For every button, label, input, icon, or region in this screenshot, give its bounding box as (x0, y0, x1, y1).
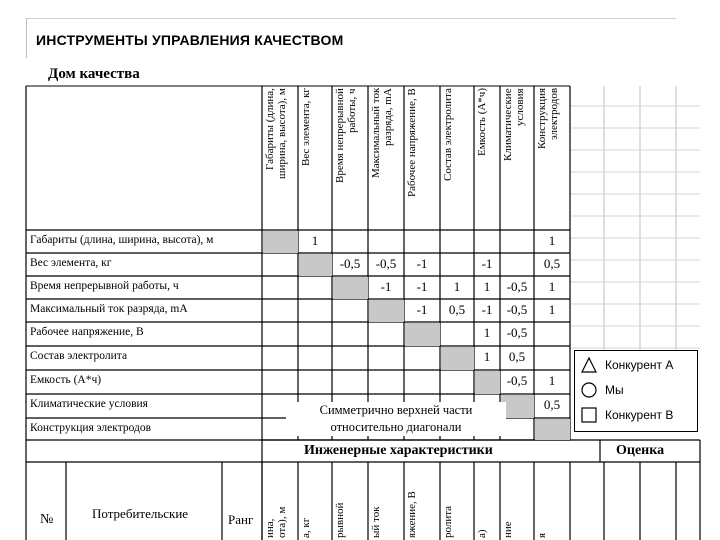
column-header: Емкость (A*ч) (476, 88, 488, 156)
legend-label: Конкурент А (605, 358, 674, 372)
row-label: Габариты (длина, ширина, высота), м (30, 234, 214, 246)
correlation-value: -0,5 (506, 325, 528, 340)
correlation-value: -0,5 (506, 279, 528, 294)
correlation-value: 1 (548, 279, 556, 294)
correlation-value: -0,5 (506, 302, 528, 317)
rating-header: Оценка (616, 443, 665, 458)
legend-label: Мы (605, 383, 624, 397)
row-label: Максимальный ток разряда, mA (30, 303, 188, 315)
bottom-column-header: ина, ота), м (264, 506, 288, 538)
correlation-value: -1 (416, 279, 428, 294)
column-header: Габариты (длина, ширина, высота), м (264, 88, 288, 179)
slide-subtitle: Дом качества (48, 66, 140, 82)
correlation-value: -1 (380, 279, 392, 294)
bottom-column-header: я (536, 532, 548, 538)
row-label: Климатические условия (30, 398, 148, 410)
bottom-column-header: рывной (334, 502, 346, 538)
correlation-value: 0,5 (508, 349, 526, 364)
column-header: Конструкция электродов (536, 88, 560, 150)
bottom-column-header: ние (502, 521, 514, 538)
diagonal-cell (369, 300, 404, 322)
correlation-value: -1 (416, 302, 428, 317)
diagonal-cell (333, 277, 368, 299)
engineering-header: Инженерные характеристики (304, 443, 493, 458)
diagonal-cell (441, 347, 474, 370)
needs-header: Потребительские (92, 506, 189, 521)
legend-item-competitor-a (581, 357, 673, 373)
diagonal-cell (299, 254, 332, 276)
column-header: Время непрерывной работы, ч (334, 88, 358, 183)
bottom-column-header: ый ток (370, 506, 382, 538)
correlation-value: 1 (483, 279, 491, 294)
triangle-icon (581, 357, 597, 373)
correlation-value: 0,5 (543, 256, 561, 271)
legend (574, 350, 698, 432)
correlation-value: -0,5 (339, 256, 361, 271)
correlation-value: -0,5 (375, 256, 397, 271)
bottom-column-header: а) (476, 529, 488, 538)
row-label: Состав электролита (30, 350, 128, 362)
bottom-column-header: яжение, В (406, 491, 418, 538)
diagonal-cell (263, 231, 298, 253)
correlation-value: 1 (483, 325, 491, 340)
rank-header: Ранг (228, 512, 254, 527)
bottom-column-header: ролита (442, 505, 454, 538)
legend-item-competitor-b (581, 407, 673, 423)
column-header: Вес элемента, кг (300, 88, 312, 166)
legend-item-us (581, 382, 624, 398)
column-header: Состав электролита (442, 88, 454, 181)
num-header: № (40, 512, 54, 527)
column-header: Климатические условия (502, 88, 526, 161)
circle-icon (581, 382, 597, 398)
square-icon (581, 407, 597, 423)
row-label: Емкость (A*ч) (30, 374, 102, 386)
diagonal-cell (535, 419, 570, 440)
correlation-value: 1 (453, 279, 461, 294)
correlation-value: -0,5 (506, 373, 528, 388)
row-label: Рабочее напряжение, В (30, 326, 144, 338)
row-label: Время непрерывной работы, ч (30, 280, 179, 292)
row-label: Конструкция электродов (30, 422, 152, 434)
correlation-value: 0,5 (543, 397, 561, 412)
bottom-column-header: а, кг (300, 517, 312, 538)
slide-title: ИНСТРУМЕНТЫ УПРАВЛЕНИЯ КАЧЕСТВОМ (36, 32, 344, 48)
row-label: Вес элемента, кг (30, 257, 112, 269)
symmetric-note-text: Симметрично верхней части относительно диагонали (286, 402, 506, 436)
correlation-value: 1 (548, 302, 556, 317)
legend-label: Конкурент В (605, 408, 674, 422)
column-header: Рабочее напряжение, В (406, 88, 418, 197)
symmetric-note (286, 402, 506, 436)
correlation-value: 1 (483, 349, 491, 364)
correlation-value: 0,5 (448, 302, 466, 317)
correlation-value: 1 (548, 373, 556, 388)
correlation-value: -1 (481, 256, 493, 271)
correlation-value: 1 (548, 233, 556, 248)
correlation-value: -1 (481, 302, 493, 317)
diagonal-cell (405, 323, 440, 346)
correlation-value: -1 (416, 256, 428, 271)
diagonal-cell (475, 371, 500, 394)
correlation-value: 1 (311, 233, 319, 248)
column-header: Максимальный ток разряда, mA (370, 88, 394, 179)
